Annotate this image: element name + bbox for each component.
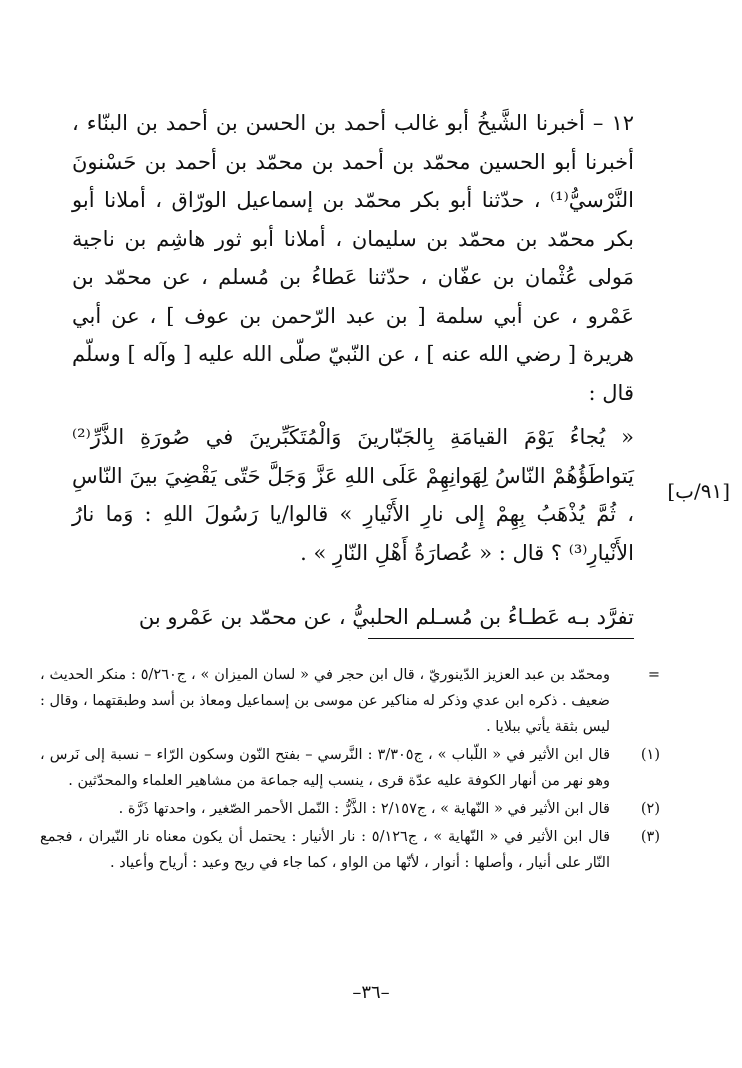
footnote-text: قال ابن الأثير في « النّهاية » ، ج٢/١٥٧ : الذَّرُّ : النّمل الأحمر الصّغير ، واحدتها ذَرَّة . — [118, 801, 610, 817]
hadith-number: ١٢ – — [592, 111, 634, 135]
folio-margin-reference: [٩١/ب] — [667, 479, 730, 503]
tail-text: تفرَّد بـه عَطـاءُ بن مُسـلم الحلبيُّ ، عن محمّد بن عَمْرو بن — [138, 605, 634, 629]
isnad-text: أخبرنا الشَّيخُ أبو غالب أحمد بن الحسن بن أحمد بن البنّاء ، أخبرنا أبو الحسين محمّد بن أحمد بن محمّد بن أحمد بن حَسْنونَ النَّرْسيُّ⁽¹⁾ ، حدّثنا أبو بكر محمّد بن إسماعيل الورّاق ، أملانا أبو بكر محمّد بن محمّد بن سليمان ، أملانا أبو ثور هاشِم بن ناجية مَولى عُثْمان بن عفّان ، حدّثنا عَطاءُ بن مُسلم ، عن محمّد بن عَمْرو ، عن أبي سلمة [ بن عبد الرّحمن بن عوف ] ، عن أبي هريرة [ رضي الله عنه ] ، عن النّبيّ صلّى الله عليه [ وآله ] وسلّم قال : — [72, 111, 634, 405]
footnote-divider — [368, 638, 634, 639]
footnote-continuation — [40, 662, 664, 740]
footnote-2 — [40, 796, 664, 822]
footnote-marker: = — [647, 667, 660, 683]
footnote-text: قال ابن الأثير في « اللّباب » ، ج٣/٣٠٥ : النَّرسي – بفتح النّون وسكون الرّاء – نسبة إلى نَرس ، وهو نهر من أنهار الكوفة عليه عدّة قرى ، ينسب إليه جماعة من مشاهير العلماء والمحدّثين . — [40, 747, 611, 789]
footnote-text: قال ابن الأثير في « النّهاية » ، ج٥/١٢٦ : نار الأنيار : يحتمل أن يكون معناه نار النّيران ، فجمع النّار على أنيار ، وأصلها : أنوار ، لأنّها من الواو ، كما جاء في ريح وعيد : أرياح وأعياد . — [40, 829, 610, 871]
footnote-3 — [40, 824, 664, 876]
footnotes — [40, 662, 664, 878]
main-text — [72, 104, 634, 637]
matn-text: « يُجاءُ يَوْمَ القيامَةِ بِالجَبّارينَ وَالْمُتَكَبِّرينَ في صُورَةِ الذَّرِّ⁽²⁾ يَتواطَؤُهُمْ النّاسُ لِهَوانِهِمْ عَلَى اللهِ عَزَّ وَجَلَّ حَتّى يَقْضِيَ بينَ النّاسِ ، ثُمَّ يُذْهَبُ بِهِمْ إِلى نارِ الأَنْيارِ » قالوا/يا رَسُولَ اللهِ : وَما نارُ الأَنْيارِ⁽³⁾ ؟ قال : « عُصارَةُ أَهْلِ النّارِ » . — [72, 425, 634, 565]
footnote-marker: (١) — [640, 747, 660, 763]
footnote-text: ومحمّد بن عبد العزيز الدّينوريّ ، قال ابن حجر في « لسان الميزان » ، ج٥/٢٦٠ : منكر الحديث ، ضعيف . ذكره ابن عدي وذكر له مناكير عن موسى بن إسماعيل ومعاذ بن أسد وطبقتهما ، وقال : ليس بثقة يأتي ببلايا . — [40, 667, 611, 735]
isnad-paragraph — [72, 104, 634, 412]
footnote-marker: (٢) — [640, 801, 660, 817]
page-number: –٣٦– — [352, 982, 390, 1003]
footnote-1 — [40, 742, 664, 794]
footnote-marker: (٣) — [640, 829, 660, 845]
